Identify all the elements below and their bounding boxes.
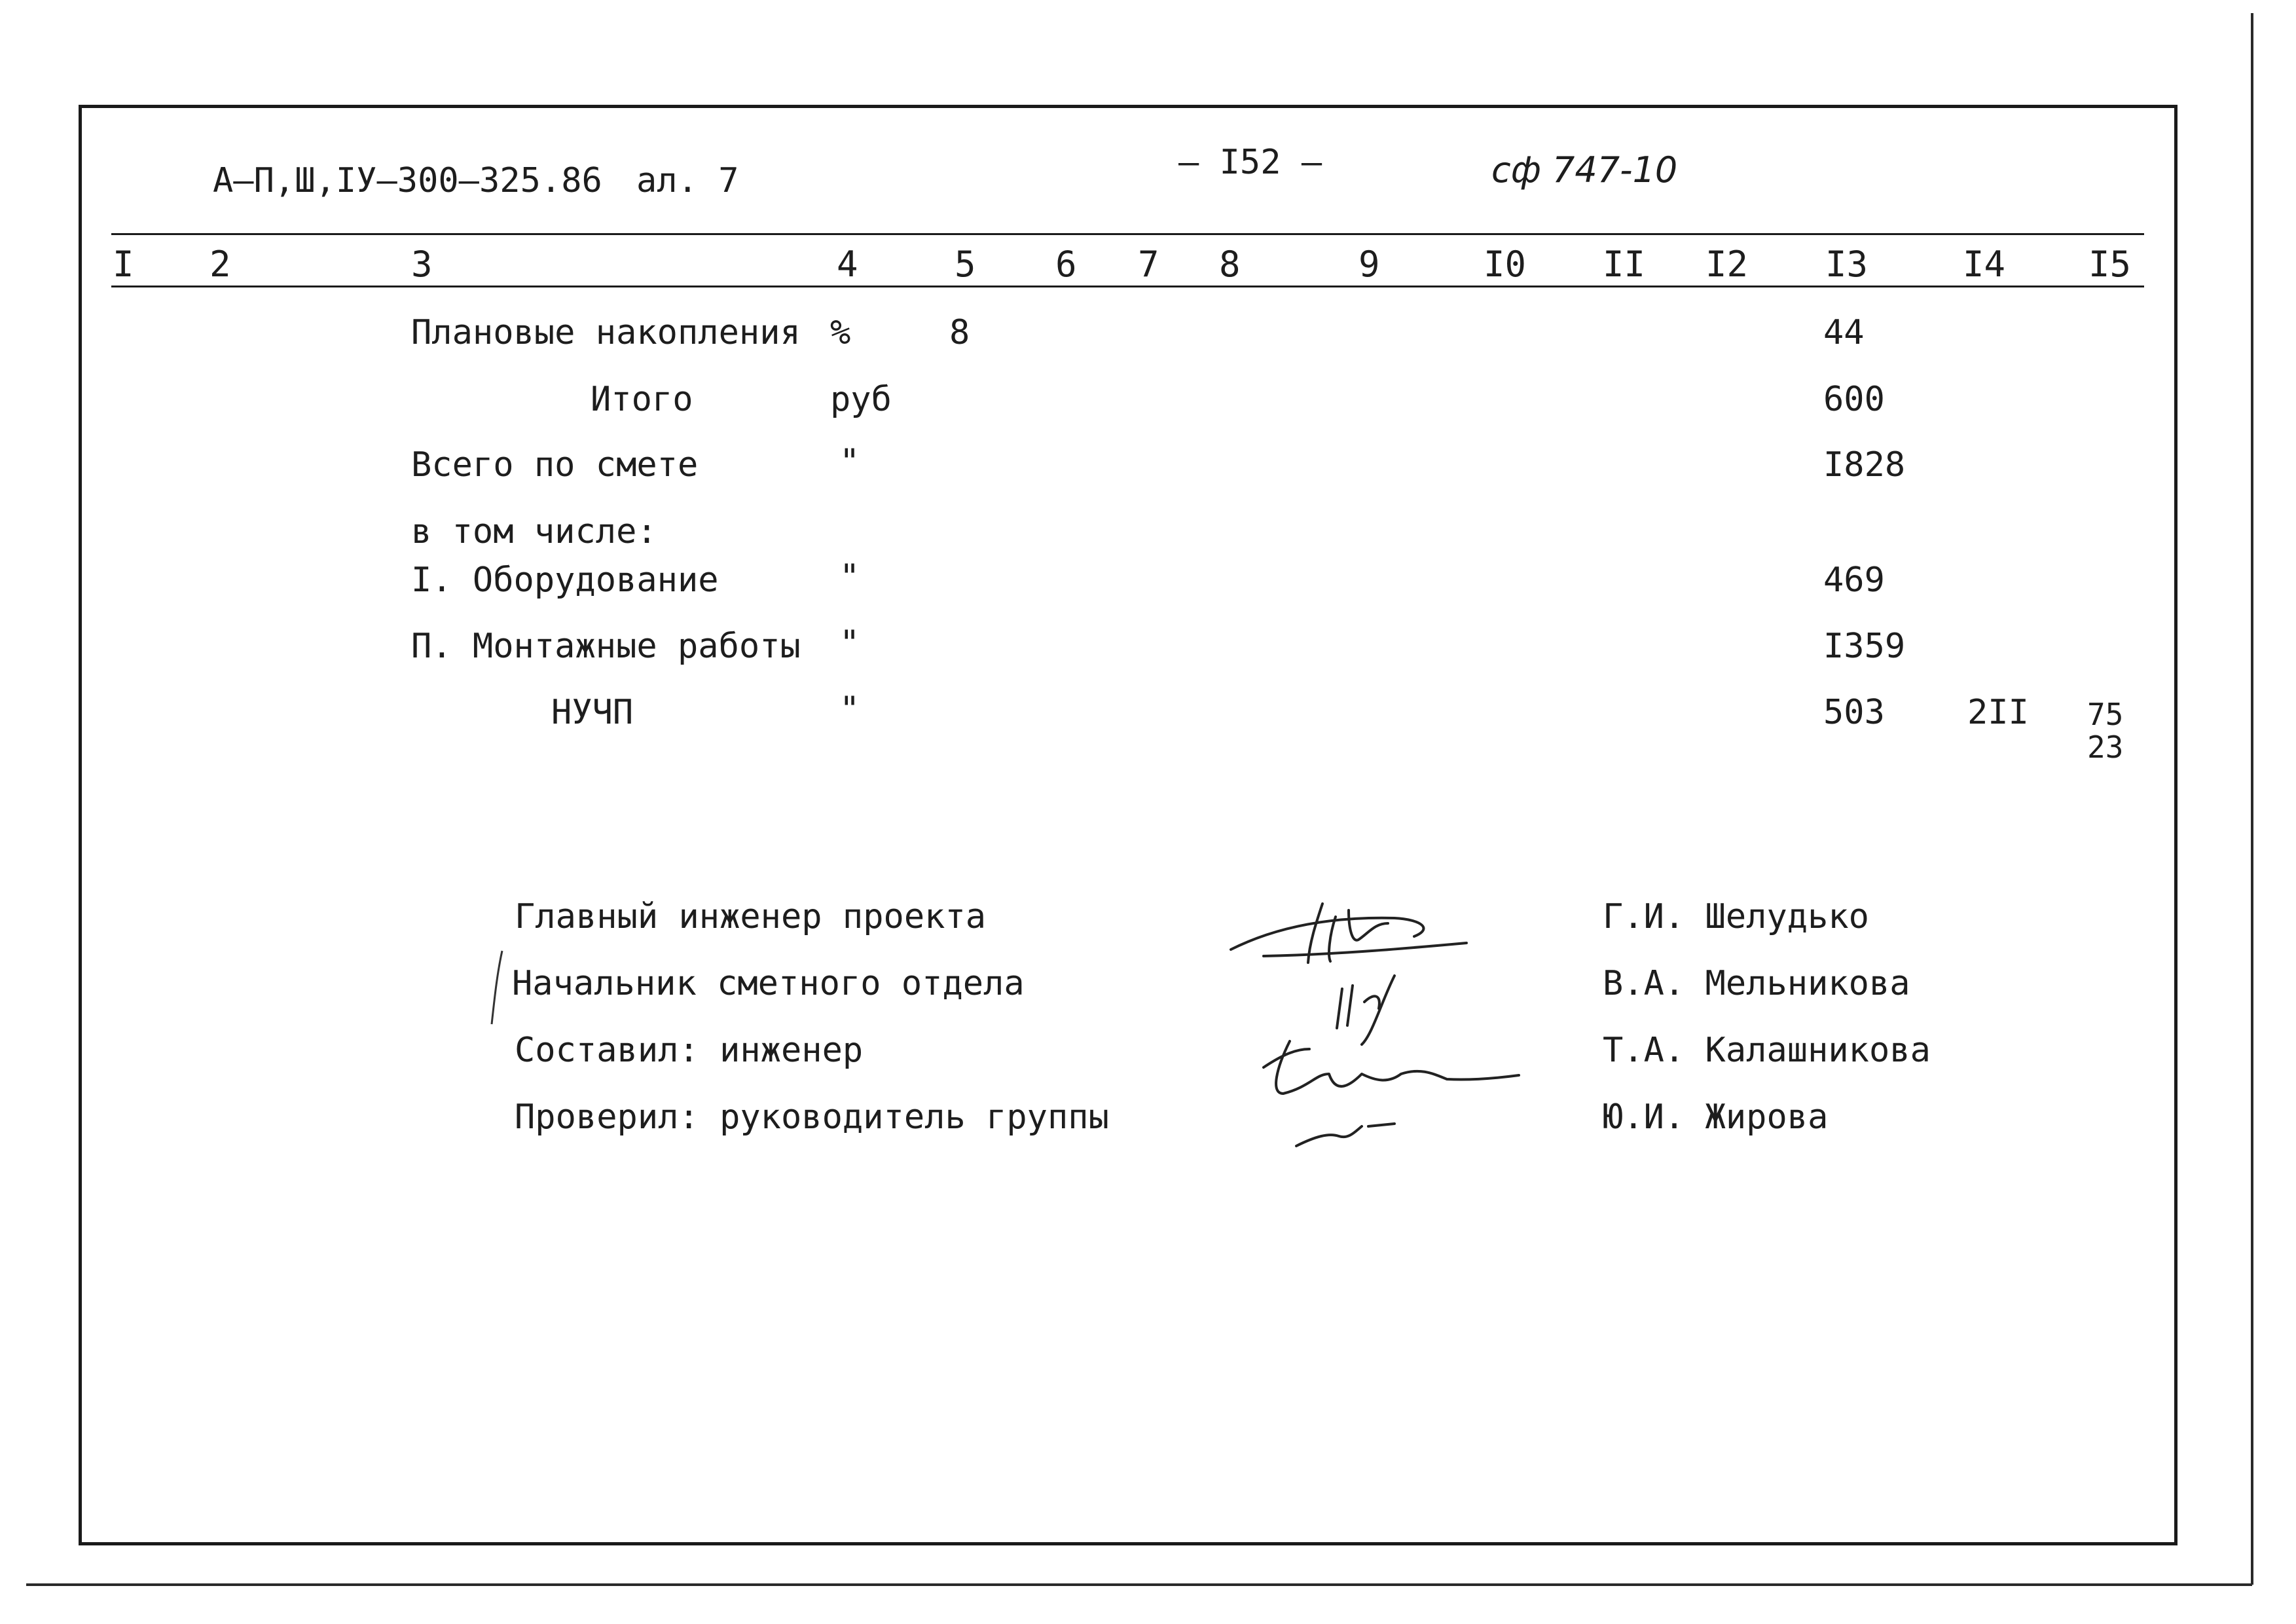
column-header: I2 <box>1705 244 1749 285</box>
row-label: Итого <box>591 380 693 419</box>
row-unit: " <box>839 690 860 729</box>
row-unit: " <box>839 442 860 481</box>
signature-role: Главный инженер проекта <box>515 897 987 936</box>
column-header: 5 <box>955 244 976 285</box>
row-label: Всего по смете <box>411 445 699 485</box>
signature-name: Ю.И. Жирова <box>1603 1098 1829 1137</box>
row-unit: " <box>839 557 860 597</box>
row-col13: 44 <box>1823 313 1865 352</box>
row-label: в том числе: <box>411 512 657 551</box>
row-unit: % <box>830 313 851 352</box>
signature-name: Г.И. Шелудько <box>1603 897 1869 936</box>
row-col15-bottom: 23 <box>2087 729 2124 765</box>
row-col13: I359 <box>1823 627 1906 666</box>
row-label: П. Монтажные работы <box>411 627 801 666</box>
row-col13: 600 <box>1823 380 1885 419</box>
page-number: – I52 – <box>1178 143 1322 182</box>
column-header: 3 <box>411 244 433 285</box>
table-top-rule <box>111 233 2144 235</box>
page-edge-bottom <box>26 1583 2252 1586</box>
table-header-rule <box>111 286 2144 287</box>
signature-role: Начальник сметного отдела <box>512 964 1025 1003</box>
row-unit: " <box>839 623 860 663</box>
signature-role: Составил: инженер <box>515 1031 864 1070</box>
row-col14: 2II <box>1967 693 2029 732</box>
column-header: 6 <box>1055 244 1077 285</box>
signature-name: В.А. Мельникова <box>1603 964 1910 1003</box>
column-header: 2 <box>210 244 231 285</box>
document-code: А–П,Ш,IУ–300–325.86 <box>213 161 602 200</box>
column-header: 7 <box>1138 244 1159 285</box>
margin-mark <box>488 948 507 1027</box>
column-header: 9 <box>1358 244 1380 285</box>
row-col5: 8 <box>949 313 970 352</box>
row-unit: руб <box>830 380 892 419</box>
row-col13: I828 <box>1823 445 1906 485</box>
signature-role: Проверил: руководитель группы <box>515 1098 1109 1137</box>
column-header: II <box>1603 244 1646 285</box>
row-col13: 469 <box>1823 561 1885 600</box>
row-label: Плановые накопления <box>411 313 801 352</box>
column-header: I3 <box>1825 244 1868 285</box>
row-col13: 503 <box>1823 693 1885 732</box>
column-header: I <box>113 244 134 285</box>
handwritten-code: сф 747-10 <box>1491 149 1678 191</box>
row-label: НУЧП <box>551 693 634 732</box>
row-col15-top: 75 <box>2087 697 2124 732</box>
column-header: I4 <box>1963 244 2006 285</box>
page-edge-right <box>2251 13 2253 1585</box>
signature-name: Т.А. Калашникова <box>1603 1031 1931 1070</box>
album-number: ал. 7 <box>636 161 739 200</box>
column-header: 4 <box>837 244 858 285</box>
column-header: I5 <box>2088 244 2132 285</box>
column-header: I0 <box>1484 244 1527 285</box>
column-header: 8 <box>1219 244 1241 285</box>
handwritten-signatures <box>1224 877 1539 1166</box>
row-label: I. Оборудование <box>411 561 719 600</box>
